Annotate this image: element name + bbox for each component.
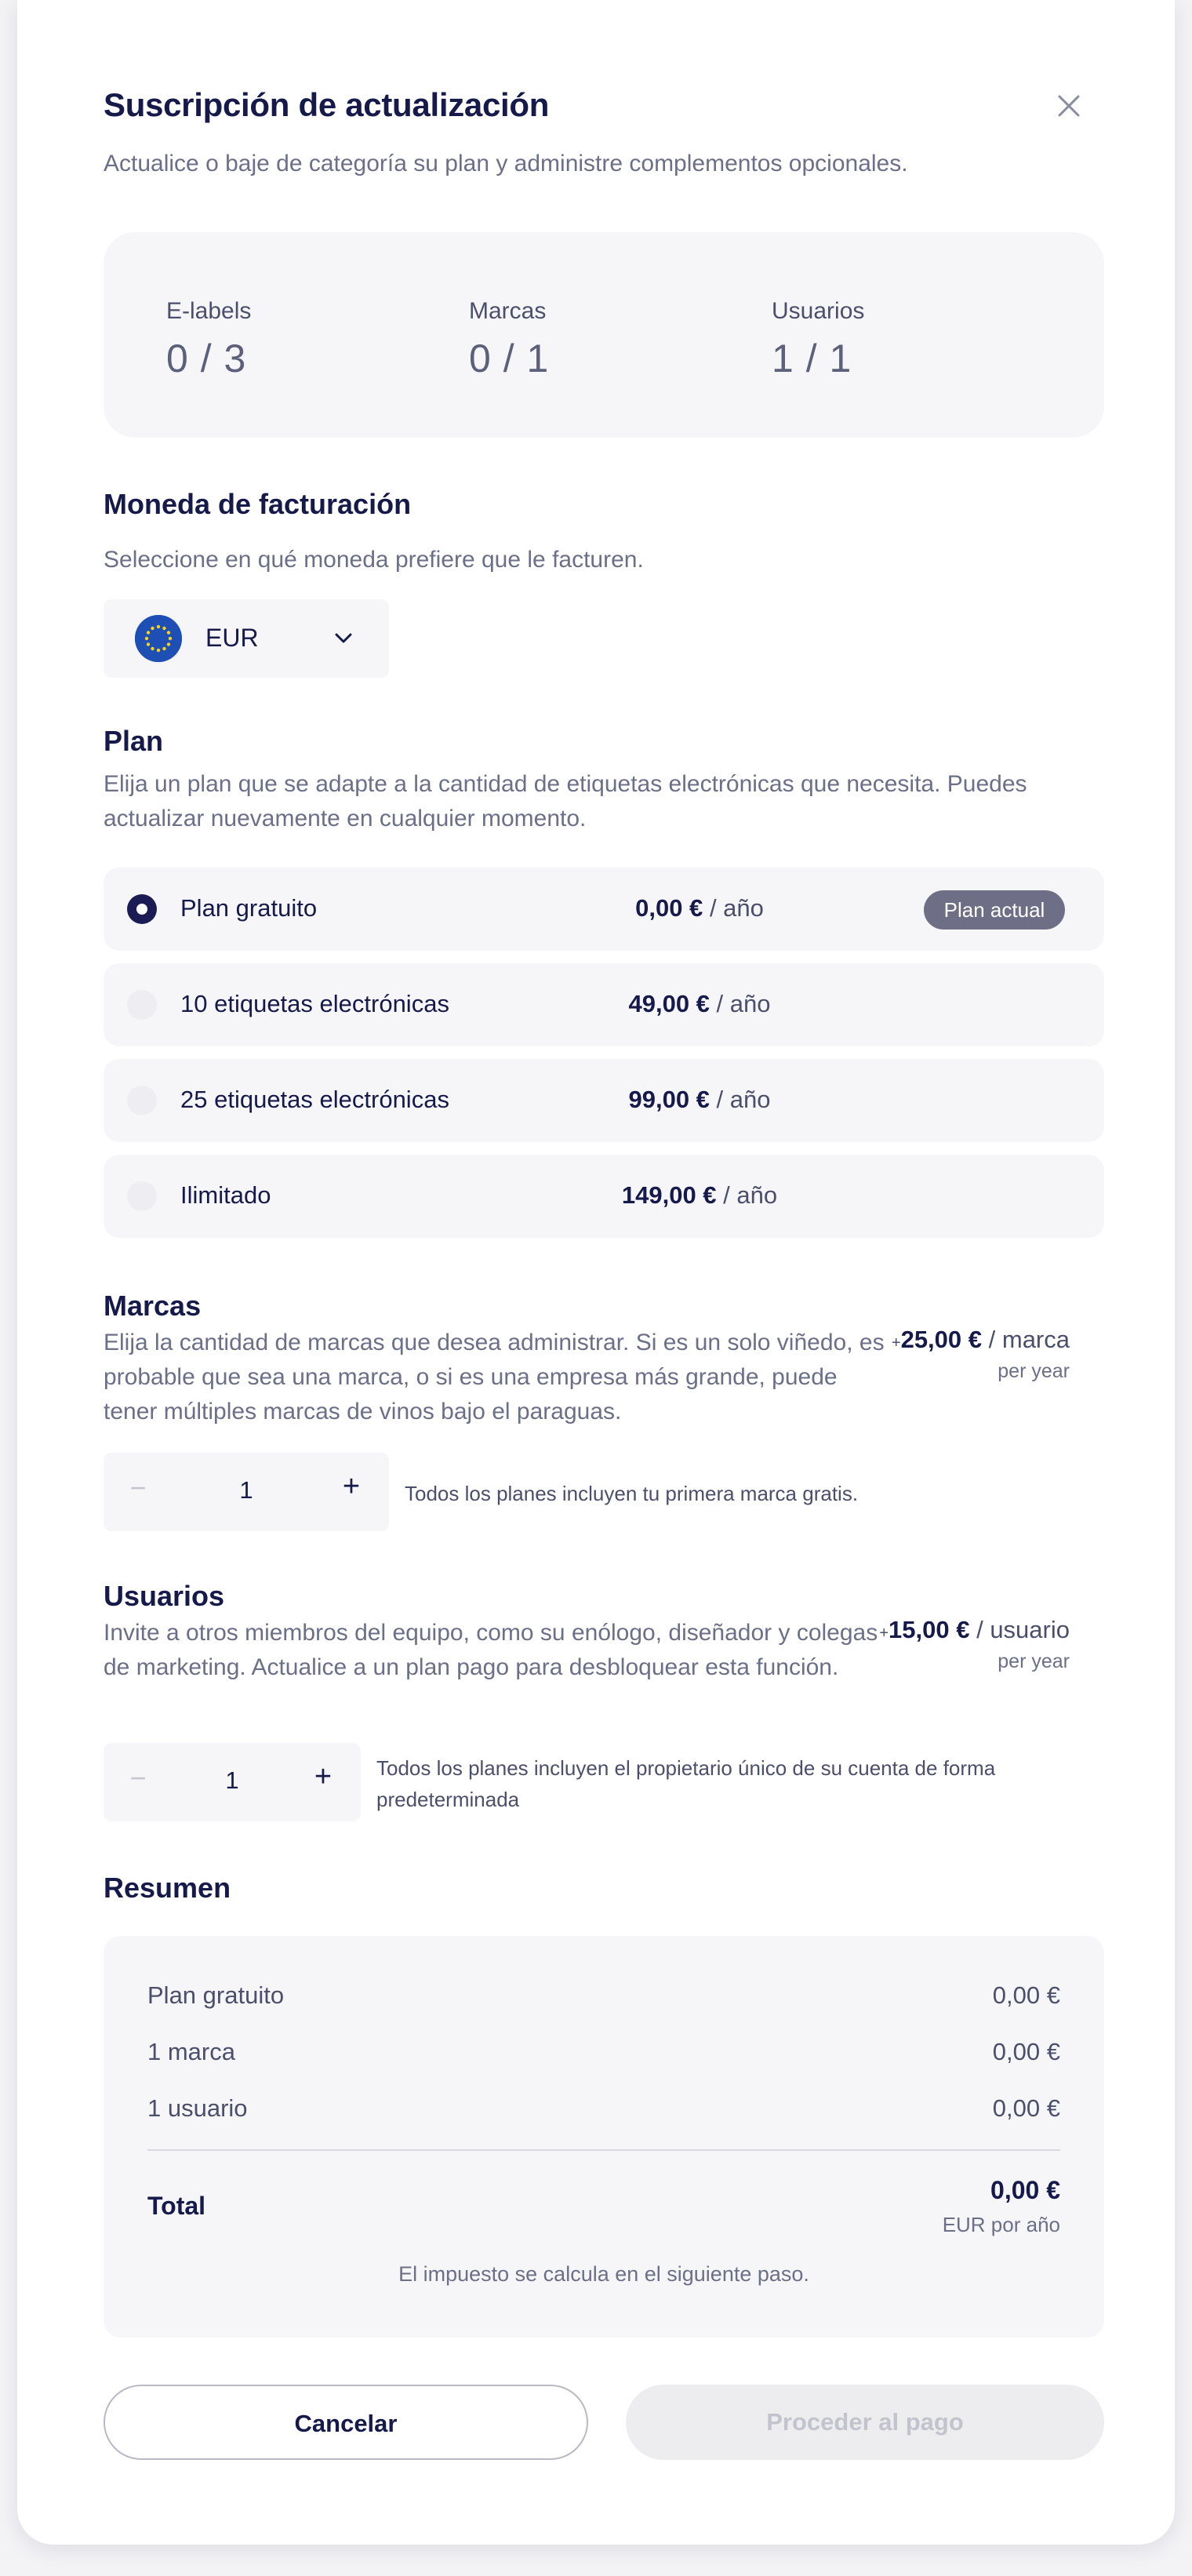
price-plus-sign: + <box>891 1334 901 1352</box>
price-unit: / usuario <box>976 1616 1070 1643</box>
plan-name: Plan gratuito <box>180 894 318 922</box>
summary-label: 1 usuario <box>147 2094 248 2122</box>
summary-row <box>147 2094 1060 2123</box>
current-plan-badge: Plan actual <box>924 890 1065 930</box>
users-note: Todos los planes incluyen el propietario único de su cuenta de forma predeterminada <box>376 1756 996 1811</box>
total-unit: EUR por año <box>942 2213 1060 2236</box>
price-per: per year <box>998 1360 1070 1382</box>
cancel-button[interactable]: Cancelar <box>104 2385 588 2460</box>
billing-heading: Moneda de facturación <box>104 488 412 520</box>
radio-unselected[interactable] <box>127 1181 157 1211</box>
summary-value: 0,00 € <box>992 2038 1060 2065</box>
total-value: 0,00 € <box>990 2176 1060 2204</box>
radio-unselected[interactable] <box>127 1086 157 1115</box>
summary-label: Plan gratuito <box>147 1981 285 2009</box>
currency-value: EUR <box>205 624 259 652</box>
eu-flag-icon <box>135 615 182 662</box>
summary-label: 1 marca <box>147 2038 235 2065</box>
price-period: / año <box>723 1181 778 1209</box>
summary-row <box>147 2038 1060 2066</box>
usage-label: Usuarios <box>772 298 865 324</box>
usage-value: 1 / 1 <box>772 337 852 380</box>
quantity-value: 1 <box>239 1476 253 1504</box>
usage-label: E-labels <box>166 298 252 324</box>
usage-users <box>772 298 864 381</box>
brands-quantity-stepper[interactable] <box>104 1453 389 1531</box>
billing-description: Seleccione en qué moneda prefiere que le facturen. <box>104 547 644 573</box>
dialog-subtitle: Actualice o baje de categoría su plan y administre complementos opcionales. <box>104 151 908 176</box>
usage-label: Marcas <box>469 298 547 324</box>
total-value-block <box>943 2176 1060 2237</box>
brands-heading: Marcas <box>104 1290 202 1322</box>
plan-name: 25 etiquetas electrónicas <box>180 1086 449 1113</box>
price-amount: 99,00 € <box>628 1086 710 1113</box>
price-period: / año <box>709 894 764 922</box>
brands-description: Elija la cantidad de marcas que desea administrar. Si es un solo viñedo, es probable que sea una marca, o si es una empresa más grande, puede tener múltiples marcas de vinos bajo el paraguas. <box>104 1330 885 1424</box>
usage-value: 0 / 3 <box>166 337 247 380</box>
dialog-title: Suscripción de actualización <box>104 86 550 123</box>
radio-unselected[interactable] <box>127 990 157 1020</box>
close-icon[interactable] <box>1051 88 1087 124</box>
total-label: Total <box>147 2192 206 2220</box>
users-heading: Usuarios <box>104 1580 225 1612</box>
decrement-button[interactable]: − <box>129 1472 147 1504</box>
summary-value: 0,00 € <box>992 1981 1060 2009</box>
usage-elabels <box>166 298 251 381</box>
users-quantity-stepper[interactable] <box>104 1743 361 1821</box>
users-description: Invite a otros miembros del equipo, como su enólogo, diseñador y colegas de marketing. Actualice a un plan pago para desbloquear esta función. <box>104 1620 878 1680</box>
plan-option-unlimited[interactable] <box>104 1155 1104 1238</box>
plan-option-10[interactable] <box>104 963 1104 1046</box>
chevron-down-icon <box>331 626 356 655</box>
radio-selected[interactable] <box>127 894 157 924</box>
price-amount: 149,00 € <box>621 1181 717 1209</box>
summary-panel <box>104 1936 1104 2338</box>
price-period: / año <box>716 990 771 1017</box>
price-amount: 0,00 € <box>635 894 703 922</box>
brands-note: Todos los planes incluyen tu primera marca gratis. <box>405 1482 859 1505</box>
plan-name: Ilimitado <box>180 1181 271 1209</box>
usage-panel <box>104 232 1104 438</box>
price-per: per year <box>998 1650 1070 1672</box>
price-period: / año <box>716 1086 771 1113</box>
plan-description: Elija un plan que se adapte a la cantidad de etiquetas electrónicas que necesita. Puedes actualizar nuevamente en cualquier momento. <box>104 771 1027 831</box>
proceed-to-payment-button[interactable]: Proceder al pago <box>626 2385 1104 2460</box>
increment-button[interactable]: + <box>314 1760 333 1793</box>
price-plus-sign: + <box>879 1625 889 1642</box>
currency-select[interactable] <box>104 599 389 678</box>
tax-note: El impuesto se calcula en el siguiente paso. <box>398 2262 809 2286</box>
plan-option-free[interactable] <box>104 868 1104 951</box>
quantity-value: 1 <box>225 1766 239 1794</box>
plan-name: 10 etiquetas electrónicas <box>180 990 449 1017</box>
price-amount: 25,00 € <box>900 1326 983 1353</box>
summary-value: 0,00 € <box>992 2094 1060 2122</box>
upgrade-subscription-dialog <box>17 0 1175 2545</box>
price-unit: / marca <box>988 1326 1070 1353</box>
plan-price <box>558 1181 841 1210</box>
plan-heading: Plan <box>104 725 164 757</box>
price-amount: 15,00 € <box>889 1616 970 1643</box>
usage-brands <box>469 298 549 381</box>
plan-price <box>558 990 841 1018</box>
summary-heading: Resumen <box>104 1872 231 1904</box>
increment-button[interactable]: + <box>342 1470 361 1503</box>
usage-value: 0 / 1 <box>469 337 550 380</box>
plan-price <box>558 1086 841 1114</box>
brands-price <box>892 1326 1070 1383</box>
plan-option-25[interactable] <box>104 1059 1104 1142</box>
summary-row <box>147 1981 1060 2010</box>
summary-divider <box>147 2149 1060 2151</box>
users-price <box>879 1616 1070 1673</box>
decrement-button[interactable]: − <box>129 1762 147 1794</box>
price-amount: 49,00 € <box>628 990 710 1017</box>
plan-price <box>558 894 841 922</box>
